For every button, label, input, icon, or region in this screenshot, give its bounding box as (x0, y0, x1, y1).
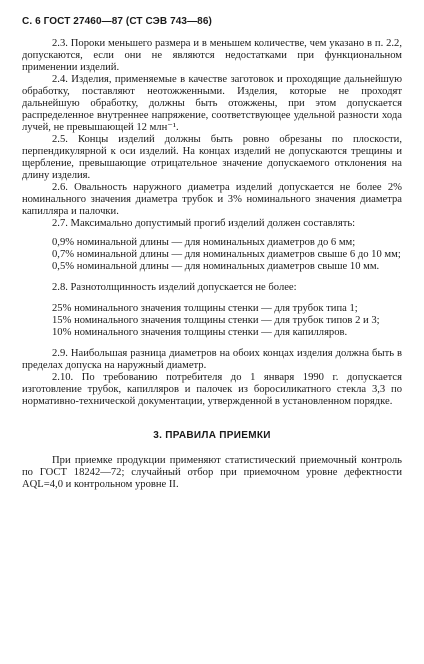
paragraph-2-10: 2.10. По требованию потребителя до 1 января 1990 г. допускается изготовление трубок, капилляров и палочек из боросиликатного стекла 3,3 по нормативно-технической документации, утвержденной в установленном порядке. (22, 372, 402, 407)
paragraph-2-4: 2.4. Изделия, применяемые в качестве заготовок и проходящие дальнейшую обработку, поставляют неотожженными. Изделия, которые не проходят дальнейшую обработку, должны быть отожжены, при этом допускается распределенное внутреннее напряжение, соответствующее удельной разности хода лучей, не превышающей 12 млн⁻¹. (22, 74, 402, 133)
list-item-thickness-1: 25% номинального значения толщины стенки — для трубок типа 1; (52, 303, 358, 314)
page-header: С. 6 ГОСТ 27460—87 (СТ СЭВ 743—86) (22, 16, 212, 27)
document-body (22, 38, 402, 491)
paragraph-2-9: 2.9. Наибольшая разница диаметров на обоих концах изделия должна быть в пределах допуска на наружный диаметр. (22, 348, 402, 371)
paragraph-3: При приемке продукции применяют статистический приемочный контроль по ГОСТ 18242—72; случайный отбор при приемочном уровне дефектности AQL=4,0 и контрольном уровне II. (22, 455, 402, 490)
paragraph-2-6: 2.6. Овальность наружного диаметра изделий допускается не более 2% номинального значения диаметра трубок и 3% номинального значения диаметра капилляра и палочки. (22, 182, 402, 217)
paragraph-2-8: 2.8. Разнотолщинность изделий допускается не более: (52, 282, 297, 293)
paragraph-2-5: 2.5. Концы изделий должны быть ровно обрезаны по плоскости, перпендикулярной к оси изделий. На концах изделий не допускаются трещины и щербление, превышающие отрицательное значение допускаемого отклонения на длину изделия. (22, 134, 402, 181)
list-item-thickness-3: 10% номинального значения толщины стенки — для капилляров. (52, 327, 348, 338)
paragraph-2-3: 2.3. Пороки меньшего размера и в меньшем количестве, чем указано в п. 2.2, допускаются, если они не являются недостатками при функциональном применении изделий. (22, 38, 402, 73)
list-item-thickness-2: 15% номинального значения толщины стенки — для трубок типов 2 и 3; (52, 315, 380, 326)
paragraph-2-7: 2.7. Максимально допустимый прогиб изделий должен составлять: (52, 218, 356, 229)
list-item-deflection-1: 0,9% номинальной длины — для номинальных диаметров до 6 мм; (52, 237, 356, 248)
section-title: 3. ПРАВИЛА ПРИЕМКИ (153, 430, 271, 441)
list-item-deflection-2: 0,7% номинальной длины — для номинальных диаметров свыше 6 до 10 мм; (52, 249, 401, 260)
list-item-deflection-3: 0,5% номинальной длины — для номинальных диаметров свыше 10 мм. (52, 261, 380, 272)
